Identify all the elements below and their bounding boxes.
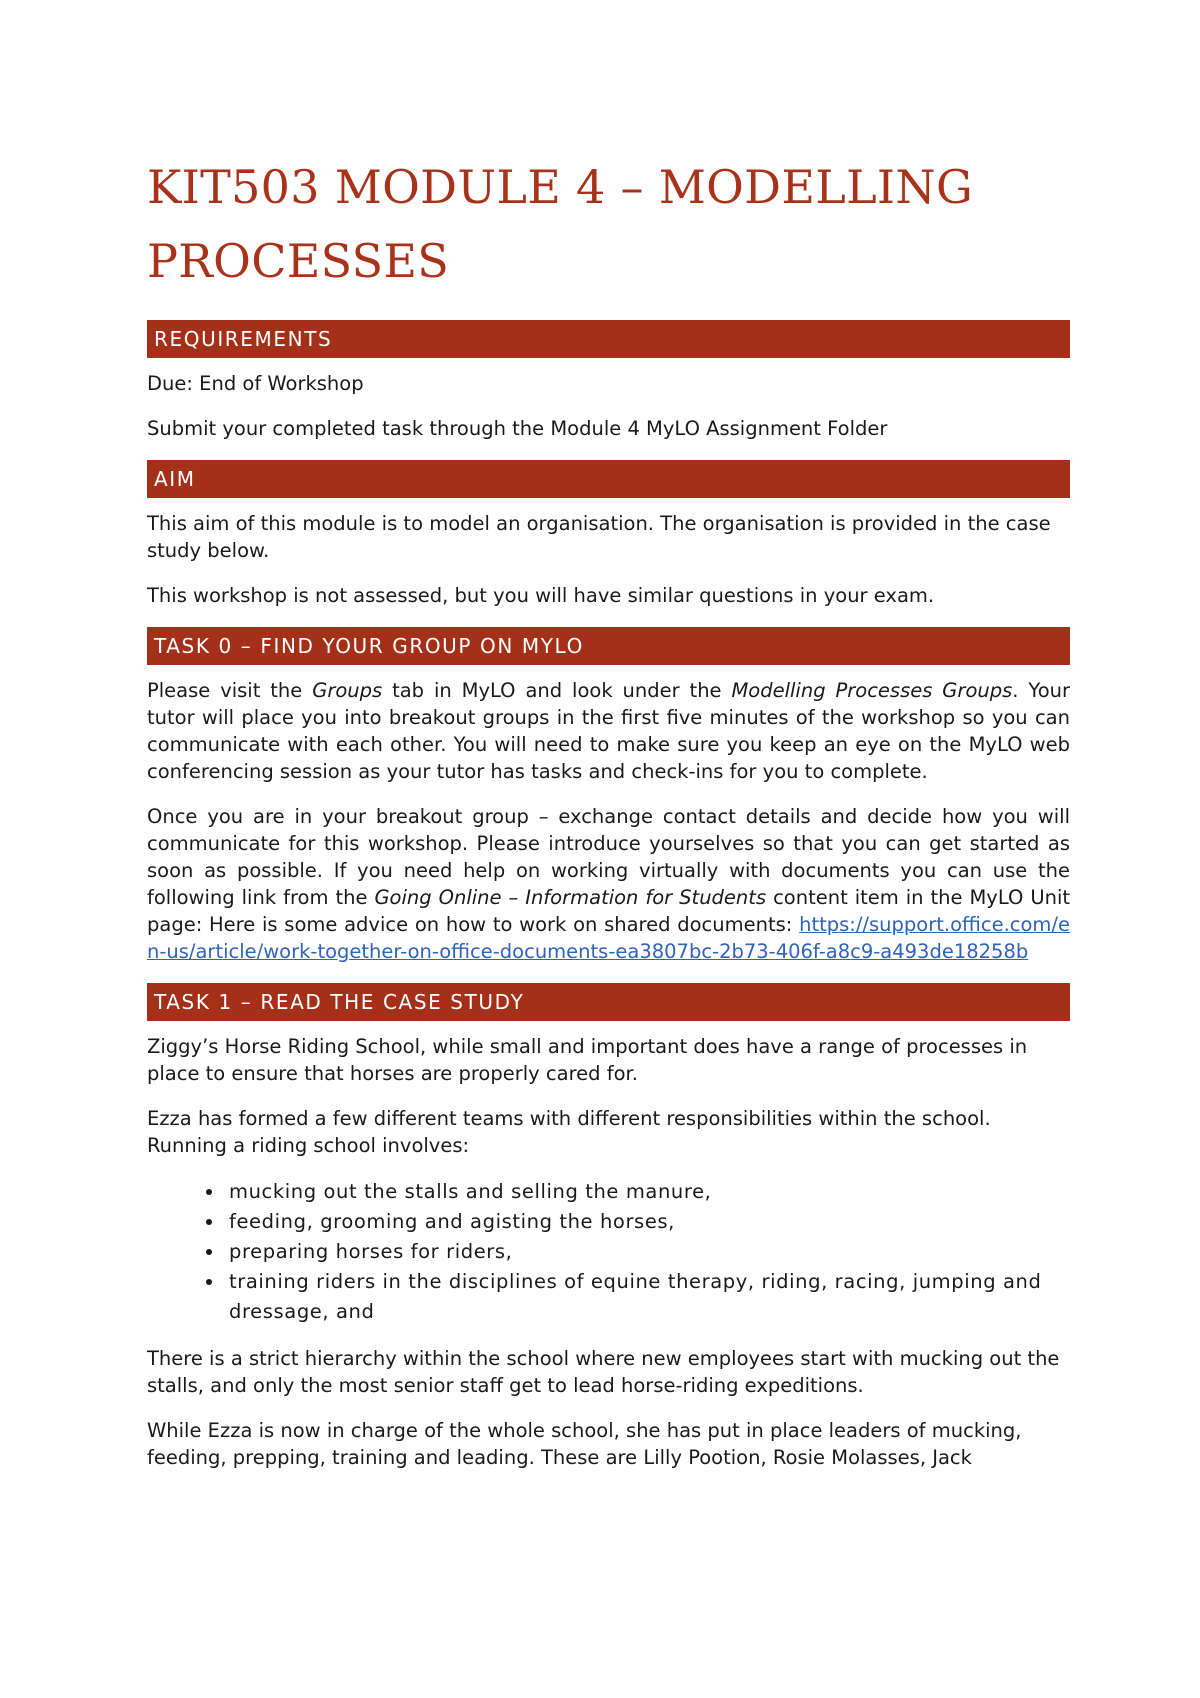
list-item: • training riders in the disciplines of equine therapy, riding, racing, jumping and dressage, and bbox=[225, 1267, 1070, 1327]
task1-paragraph-2: Ezza has formed a few different teams with different responsibilities within the school. Running a riding school involves: bbox=[147, 1107, 991, 1157]
due-text: Due: End of Workshop bbox=[147, 372, 364, 395]
requirements-heading: REQUIREMENTS bbox=[147, 320, 1070, 358]
task1-paragraph-3: There is a strict hierarchy within the school where new employees start with mucking out the stalls, and only the most senior staff get to lead horse-riding expeditions. bbox=[147, 1347, 1060, 1397]
task0-heading: TASK 0 – FIND YOUR GROUP ON MYLO bbox=[147, 627, 1070, 665]
groups-tab-name: Groups bbox=[312, 679, 383, 702]
aim-heading: AIM bbox=[147, 460, 1070, 498]
responsibilities-list bbox=[147, 1177, 1070, 1327]
task0-p1-text-b: tab in MyLO and look under the bbox=[382, 679, 732, 702]
title-line-1: KIT503 MODULE 4 – MODELLING bbox=[147, 160, 973, 214]
document-page bbox=[147, 150, 1070, 1489]
task0-p1-text-a: Please visit the bbox=[147, 679, 313, 702]
task1-heading: TASK 1 – READ THE CASE STUDY bbox=[147, 983, 1070, 1021]
modelling-processes-groups: Modelling Processes Groups bbox=[731, 679, 1013, 702]
list-item: • feeding, grooming and agisting the horses, bbox=[225, 1207, 1070, 1237]
title-line-2: PROCESSES bbox=[147, 234, 450, 288]
going-online-item: Going Online – Information for Students bbox=[374, 886, 767, 909]
task0-p2-text-b: content item in the MyLO Unit page: Here is some advice on how to work on shared documents: bbox=[147, 886, 1071, 936]
aim-paragraph-1: This aim of this module is to model an organisation. The organisation is provided in the case study below. bbox=[147, 512, 1051, 562]
page-title bbox=[147, 150, 1070, 298]
list-item: • preparing horses for riders, bbox=[225, 1237, 1070, 1267]
office-support-link[interactable]: https://support.office.com/en-us/article/work-together-on-office-documents-ea3807bc-2b73-406f-a8c9-a493de18258b bbox=[147, 913, 1070, 963]
task0-paragraph-1 bbox=[147, 677, 1070, 785]
list-item: • mucking out the stalls and selling the manure, bbox=[225, 1177, 1070, 1207]
task0-paragraph-2 bbox=[147, 803, 1070, 965]
submit-text: Submit your completed task through the Module 4 MyLO Assignment Folder bbox=[147, 417, 888, 440]
task1-paragraph-1: Ziggy’s Horse Riding School, while small and important does have a range of processes in place to ensure that horses are properly cared for. bbox=[147, 1035, 1028, 1085]
task0-p1-text-c: . Your tutor will place you into breakout groups in the first five minutes of the workshop so you can communicate with each other. You will need to make sure you keep an eye on the MyLO web conferencing session as your tutor has tasks and check-ins for you to complete. bbox=[147, 679, 1071, 783]
task1-paragraph-4: While Ezza is now in charge of the whole school, she has put in place leaders of mucking, feeding, prepping, training and leading. These are Lilly Pootion, Rosie Molasses, Jack bbox=[147, 1419, 1022, 1469]
task0-p2-text-a: Once you are in your breakout group – exchange contact details and decide how you will communicate for this workshop. Please introduce yourselves so that you can get started as soon as possible. If you need help on working virtually with documents you can use the following link from the bbox=[147, 805, 1070, 909]
aim-paragraph-2: This workshop is not assessed, but you will have similar questions in your exam. bbox=[147, 584, 935, 607]
